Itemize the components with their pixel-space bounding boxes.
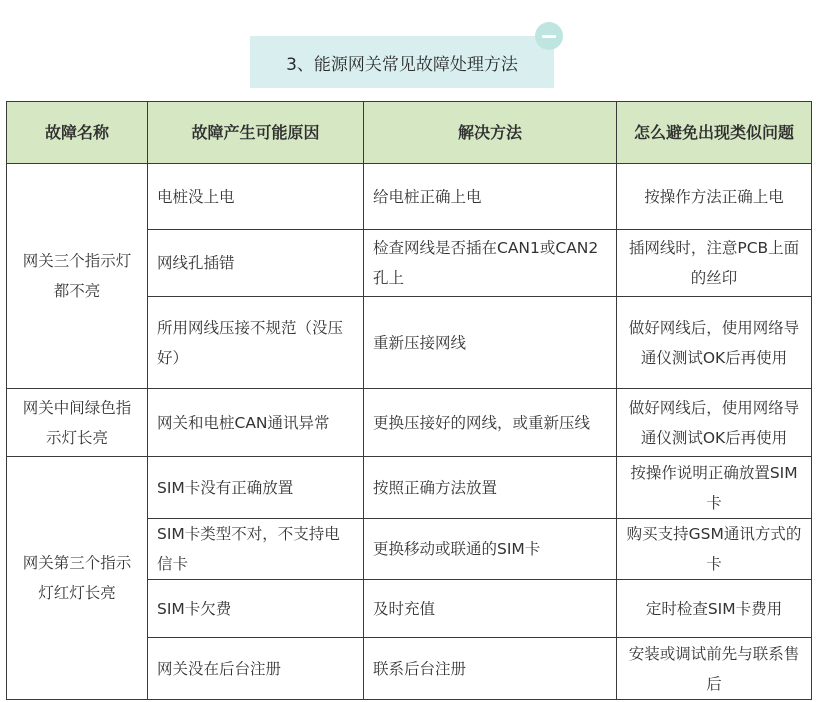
table-body (7, 164, 812, 700)
section-title (250, 36, 554, 88)
avoid-cell: 按操作方法正确上电 (617, 164, 812, 230)
header-cause: 故障产生可能原因 (148, 102, 364, 164)
fix-cell: 按照正确方法放置 (364, 457, 617, 519)
avoid-cell: 按操作说明正确放置SIM卡 (617, 457, 812, 519)
header-fault-name: 故障名称 (7, 102, 148, 164)
title-badge-icon (535, 22, 563, 50)
minus-icon (542, 35, 556, 38)
fix-cell: 联系后台注册 (364, 638, 617, 700)
table-header (7, 102, 812, 164)
cause-cell: 所用网线压接不规范（没压好） (148, 297, 364, 389)
table-row (7, 164, 812, 230)
fix-cell: 给电桩正确上电 (364, 164, 617, 230)
cause-cell: SIM卡欠费 (148, 580, 364, 638)
fix-cell: 重新压接网线 (364, 297, 617, 389)
cause-cell: 网线孔插错 (148, 230, 364, 297)
fault-name-cell: 网关第三个指示灯红灯长亮 (7, 457, 148, 700)
fix-cell: 检查网线是否插在CAN1或CAN2孔上 (364, 230, 617, 297)
fault-table (6, 101, 812, 700)
header-fix: 解决方法 (364, 102, 617, 164)
header-avoid: 怎么避免出现类似问题 (617, 102, 812, 164)
fix-cell: 更换压接好的网线，或重新压线 (364, 389, 617, 457)
avoid-cell: 安装或调试前先与联系售后 (617, 638, 812, 700)
fix-cell: 及时充值 (364, 580, 617, 638)
header-row (7, 102, 812, 164)
cause-cell: 网关没在后台注册 (148, 638, 364, 700)
fault-name-cell: 网关中间绿色指示灯长亮 (7, 389, 148, 457)
cause-cell: 网关和电桩CAN通讯异常 (148, 389, 364, 457)
avoid-cell: 做好网线后，使用网络导通仪测试OK后再使用 (617, 297, 812, 389)
avoid-cell: 购买支持GSM通讯方式的卡 (617, 519, 812, 580)
cause-cell: 电桩没上电 (148, 164, 364, 230)
avoid-cell: 插网线时，注意PCB上面的丝印 (617, 230, 812, 297)
cause-cell: SIM卡没有正确放置 (148, 457, 364, 519)
table-row (7, 457, 812, 519)
avoid-cell: 定时检查SIM卡费用 (617, 580, 812, 638)
section-title-text: 3、能源网关常见故障处理方法 (286, 54, 518, 75)
avoid-cell: 做好网线后，使用网络导通仪测试OK后再使用 (617, 389, 812, 457)
fault-name-cell: 网关三个指示灯都不亮 (7, 164, 148, 389)
fix-cell: 更换移动或联通的SIM卡 (364, 519, 617, 580)
table-row (7, 389, 812, 457)
cause-cell: SIM卡类型不对，不支持电信卡 (148, 519, 364, 580)
